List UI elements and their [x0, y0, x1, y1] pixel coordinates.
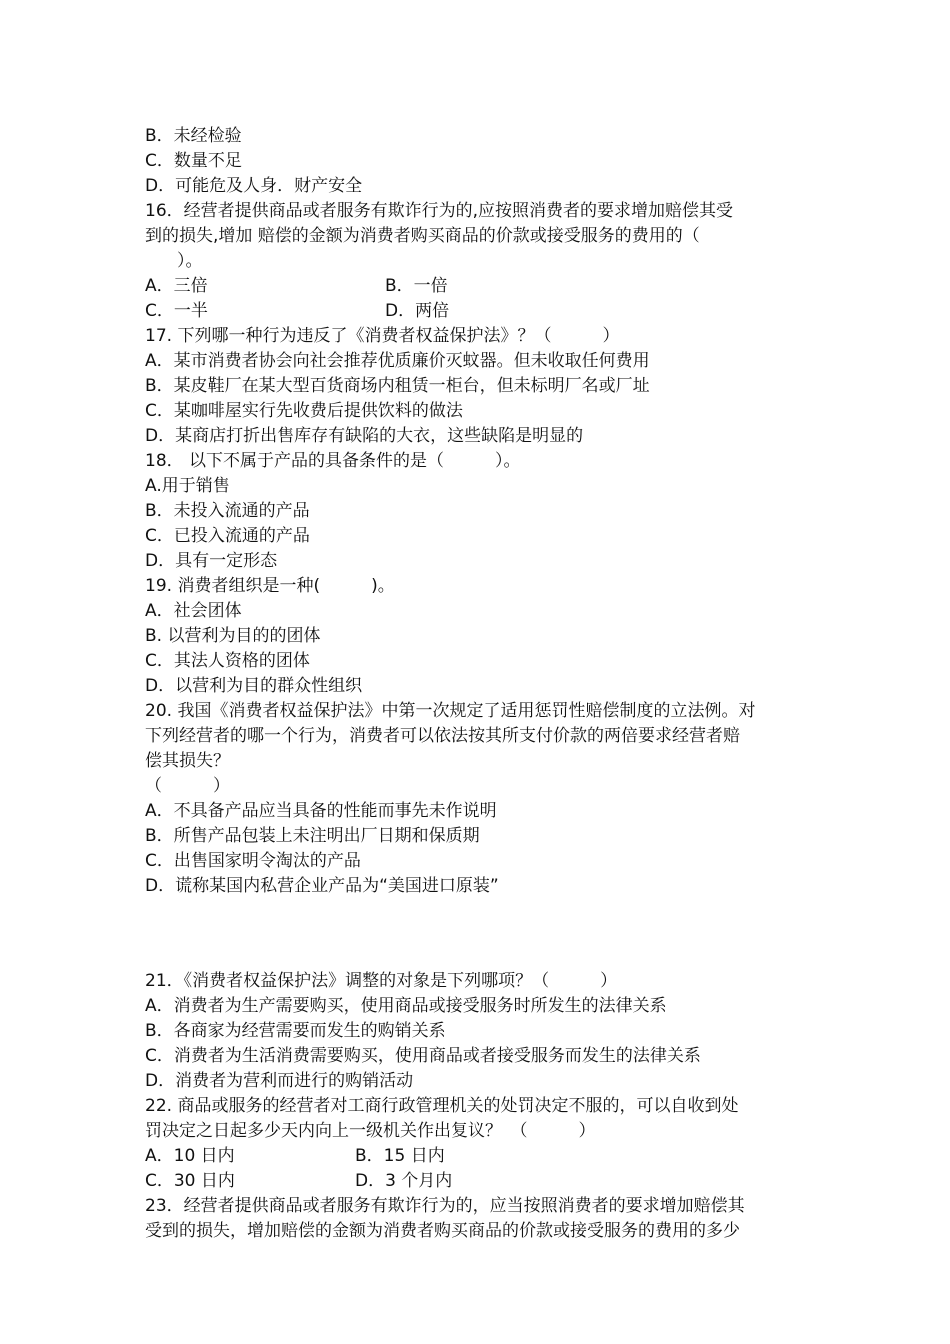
q17-stem: 17. 下列哪一种行为违反了《消费者权益保护法》？（ ）	[145, 326, 620, 346]
q22-option-b: B．15 日内	[355, 1146, 445, 1166]
q20-option-b: B．所售产品包装上未注明出厂日期和保质期	[145, 826, 480, 846]
q20-option-d: D．谎称某国内私营企业产品为“美国进口原装”	[145, 876, 499, 896]
q22-options-row-2	[145, 1169, 820, 1194]
blank-spacer	[145, 899, 820, 949]
q20-answer-blank: （ ）	[145, 776, 230, 796]
question-list	[145, 124, 820, 1244]
q18-option-a: A.用于销售	[145, 476, 230, 496]
q19-option-b: B. 以营利为目的的团体	[145, 626, 321, 646]
q16-options-row-2	[145, 299, 820, 324]
q16-option-d: D．两倍	[385, 301, 450, 321]
q19-option-a: A．社会团体	[145, 601, 242, 621]
q22-option-d: D．3 个月内	[355, 1171, 453, 1191]
q23-stem-line-1: 23．经营者提供商品或者服务有欺诈行为的，应当按照消费者的要求增加赔偿其	[145, 1196, 745, 1216]
q18-option-c: C．已投入流通的产品	[145, 526, 310, 546]
q16-stem-line-1: 16．经营者提供商品或者服务有欺诈行为的,应按照消费者的要求增加赔偿其受	[145, 201, 734, 221]
q20-option-c: C．出售国家明令淘汰的产品	[145, 851, 361, 871]
q19-option-d: D．以营利为目的群众性组织	[145, 676, 363, 696]
q17-option-c: C．某咖啡屋实行先收费后提供饮料的做法	[145, 401, 463, 421]
q17-option-d: D．某商店打折出售库存有缺陷的大衣，这些缺陷是明显的	[145, 426, 584, 446]
q19-option-c: C．其法人资格的团体	[145, 651, 310, 671]
q16-option-b: B．一倍	[385, 276, 448, 296]
q17-option-b: B．某皮鞋厂在某大型百货商场内租赁一柜台，但未标明厂名或厂址	[145, 376, 650, 396]
q15-option-b: B．未经检验	[145, 126, 242, 146]
q20-stem-line-1: 20. 我国《消费者权益保护法》中第一次规定了适用惩罚性赔偿制度的立法例。对	[145, 701, 756, 721]
q22-stem-line-2: 罚决定之日起多少天内向上一级机关作出复议？ （ ）	[145, 1121, 596, 1141]
q16-stem-line-3: ）。	[177, 251, 203, 271]
q21-option-b: B．各商家为经营需要而发生的购销关系	[145, 1021, 446, 1041]
q20-stem-line-2: 下列经营者的哪一个行为，消费者可以依法按其所支付价款的两倍要求经营者赔	[145, 726, 740, 746]
q22-option-a: A．10 日内	[145, 1146, 235, 1166]
q21-stem: 21．《消费者权益保护法》调整的对象是下列哪项？（ ）	[145, 971, 618, 991]
q16-options-row-1	[145, 274, 820, 299]
q21-option-d: D．消费者为营利而进行的购销活动	[145, 1071, 414, 1091]
q16-stem-line-2: 到的损失,增加 赔偿的金额为消费者购买商品的价款或接受服务的费用的（	[145, 226, 700, 246]
q22-option-c: C．30 日内	[145, 1171, 235, 1191]
q20-stem-line-3: 偿其损失？	[145, 751, 230, 771]
q18-stem: 18． 以下不属于产品的具备条件的是（ ）。	[145, 451, 521, 471]
q18-option-d: D．具有一定形态	[145, 551, 278, 571]
q16-option-c: C．一半	[145, 301, 208, 321]
blank-spacer	[145, 949, 820, 969]
q22-options-row-1	[145, 1144, 820, 1169]
q20-option-a: A．不具备产品应当具备的性能而事先未作说明	[145, 801, 497, 821]
q17-option-a: A．某市消费者协会向社会推荐优质廉价灭蚊器。但未收取任何费用	[145, 351, 650, 371]
q19-stem: 19. 消费者组织是一种( )。	[145, 576, 395, 596]
q15-option-d: D．可能危及人身．财产安全	[145, 176, 363, 196]
q22-stem-line-1: 22. 商品或服务的经营者对工商行政管理机关的处罚决定不服的，可以自收到处	[145, 1096, 739, 1116]
q16-option-a: A．三倍	[145, 276, 208, 296]
q15-option-c: C．数量不足	[145, 151, 242, 171]
q21-option-a: A．消费者为生产需要购买，使用商品或接受服务时所发生的法律关系	[145, 996, 667, 1016]
q23-stem-line-2: 受到的损失，增加赔偿的金额为消费者购买商品的价款或接受服务的费用的多少	[145, 1221, 740, 1241]
q21-option-c: C．消费者为生活消费需要购买，使用商品或者接受服务而发生的法律关系	[145, 1046, 701, 1066]
q18-option-b: B．未投入流通的产品	[145, 501, 310, 521]
